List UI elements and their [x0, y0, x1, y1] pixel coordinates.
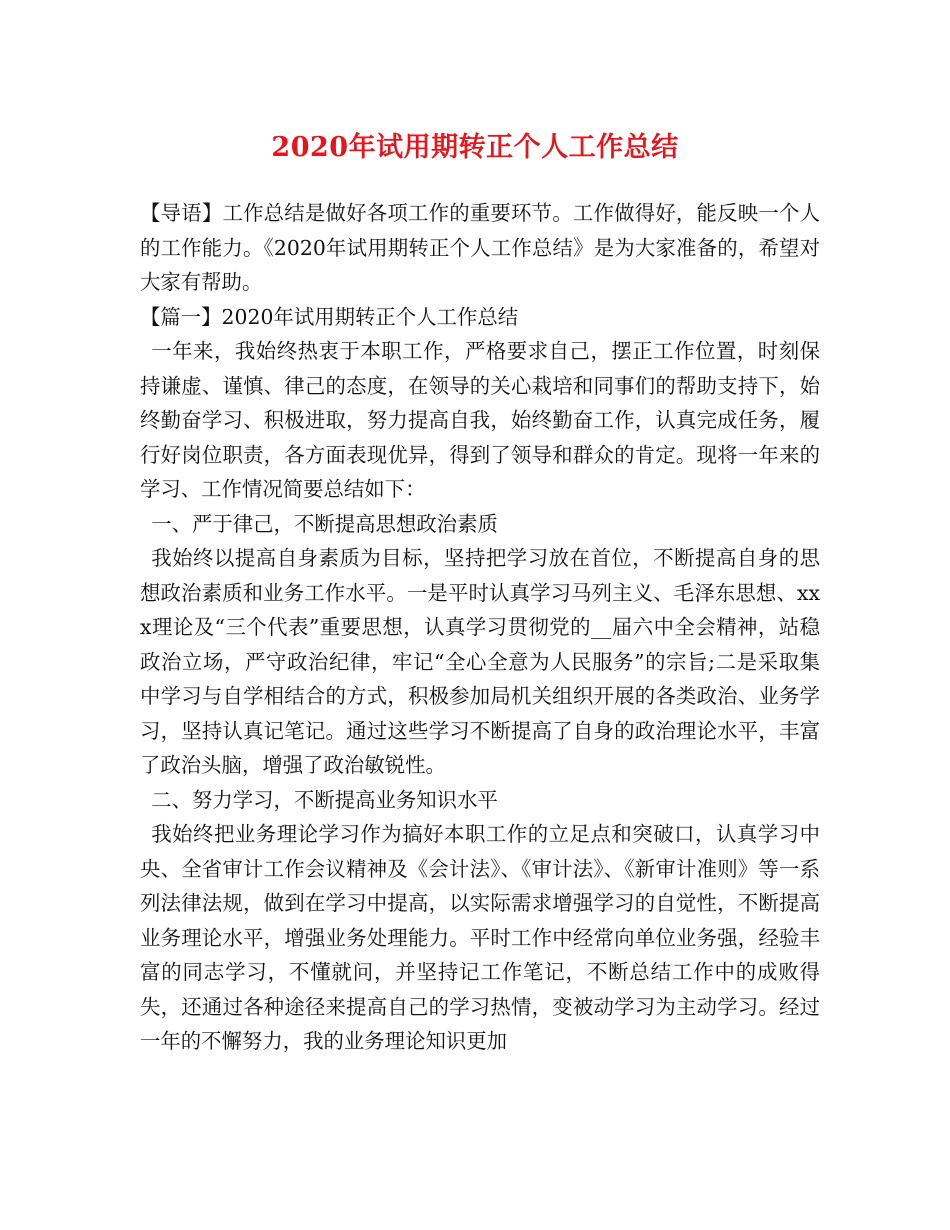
document-title: 2020年试用期转正个人工作总结 [271, 132, 679, 163]
opening-paragraph: 一年来，我始终热衷于本职工作，严格要求自己，摆正工作位置，时刻保持谦虚、谨慎、律己的态度，在领导的关心栽培和同事们的帮助支持下，始终勤奋学习、积极进取，努力提高自我，始终勤奋工作，认真完成任务，履行好岗位职责，各方面表现优异，得到了领导和群众的肯定。现将一年来的学习、工作情况简要总结如下： [140, 339, 820, 501]
section-heading-one: 一、严于律己，不断提高思想政治素质 [151, 511, 498, 536]
intro-paragraph: 【导语】工作总结是做好各项工作的重要环节。工作做得好，能反映一个人的工作能力。《2020年试用期转正个人工作总结》是为大家准备的，希望对大家有帮助。 [140, 201, 820, 294]
section-heading-two: 二、努力学习，不断提高业务知识水平 [151, 787, 498, 812]
document-body [140, 196, 820, 1059]
section-two-paragraph: 我始终把业务理论学习作为搞好本职工作的立足点和突破口，认真学习中央、全省审计工作会议精神及《会计法》、《审计法》、《新审计准则》等一系列法律法规，做到在学习中提高，以实际需求增强学习的自觉性，不断提高业务理论水平，增强业务处理能力。平时工作中经常向单位业务强，经验丰富的同志学习，不懂就问，并坚持记工作笔记，不断总结工作中的成败得失，还通过各种途径来提高自己的学习热情，变被动学习为主动学习。经过一年的不懈努力，我的业务理论知识更加 [140, 822, 820, 1053]
section-heading-part-one: 【篇一】2020年试用期转正个人工作总结 [140, 304, 519, 329]
section-one-paragraph: 我始终以提高自身素质为目标，坚持把学习放在首位，不断提高自身的思想政治素质和业务工作水平。一是平时认真学习马列主义、毛泽东思想、xxx理论及“三个代表”重要思想，认真学习贯彻党的__届六中全会精神，站稳政治立场，严守政治纪律，牢记“全心全意为人民服务”的宗旨;二是采取集中学习与自学相结合的方式，积极参加局机关组织开展的各类政治、业务学习，坚持认真记笔记。通过这些学习不断提高了自身的政治理论水平，丰富了政治头脑，增强了政治敏锐性。 [140, 546, 820, 777]
